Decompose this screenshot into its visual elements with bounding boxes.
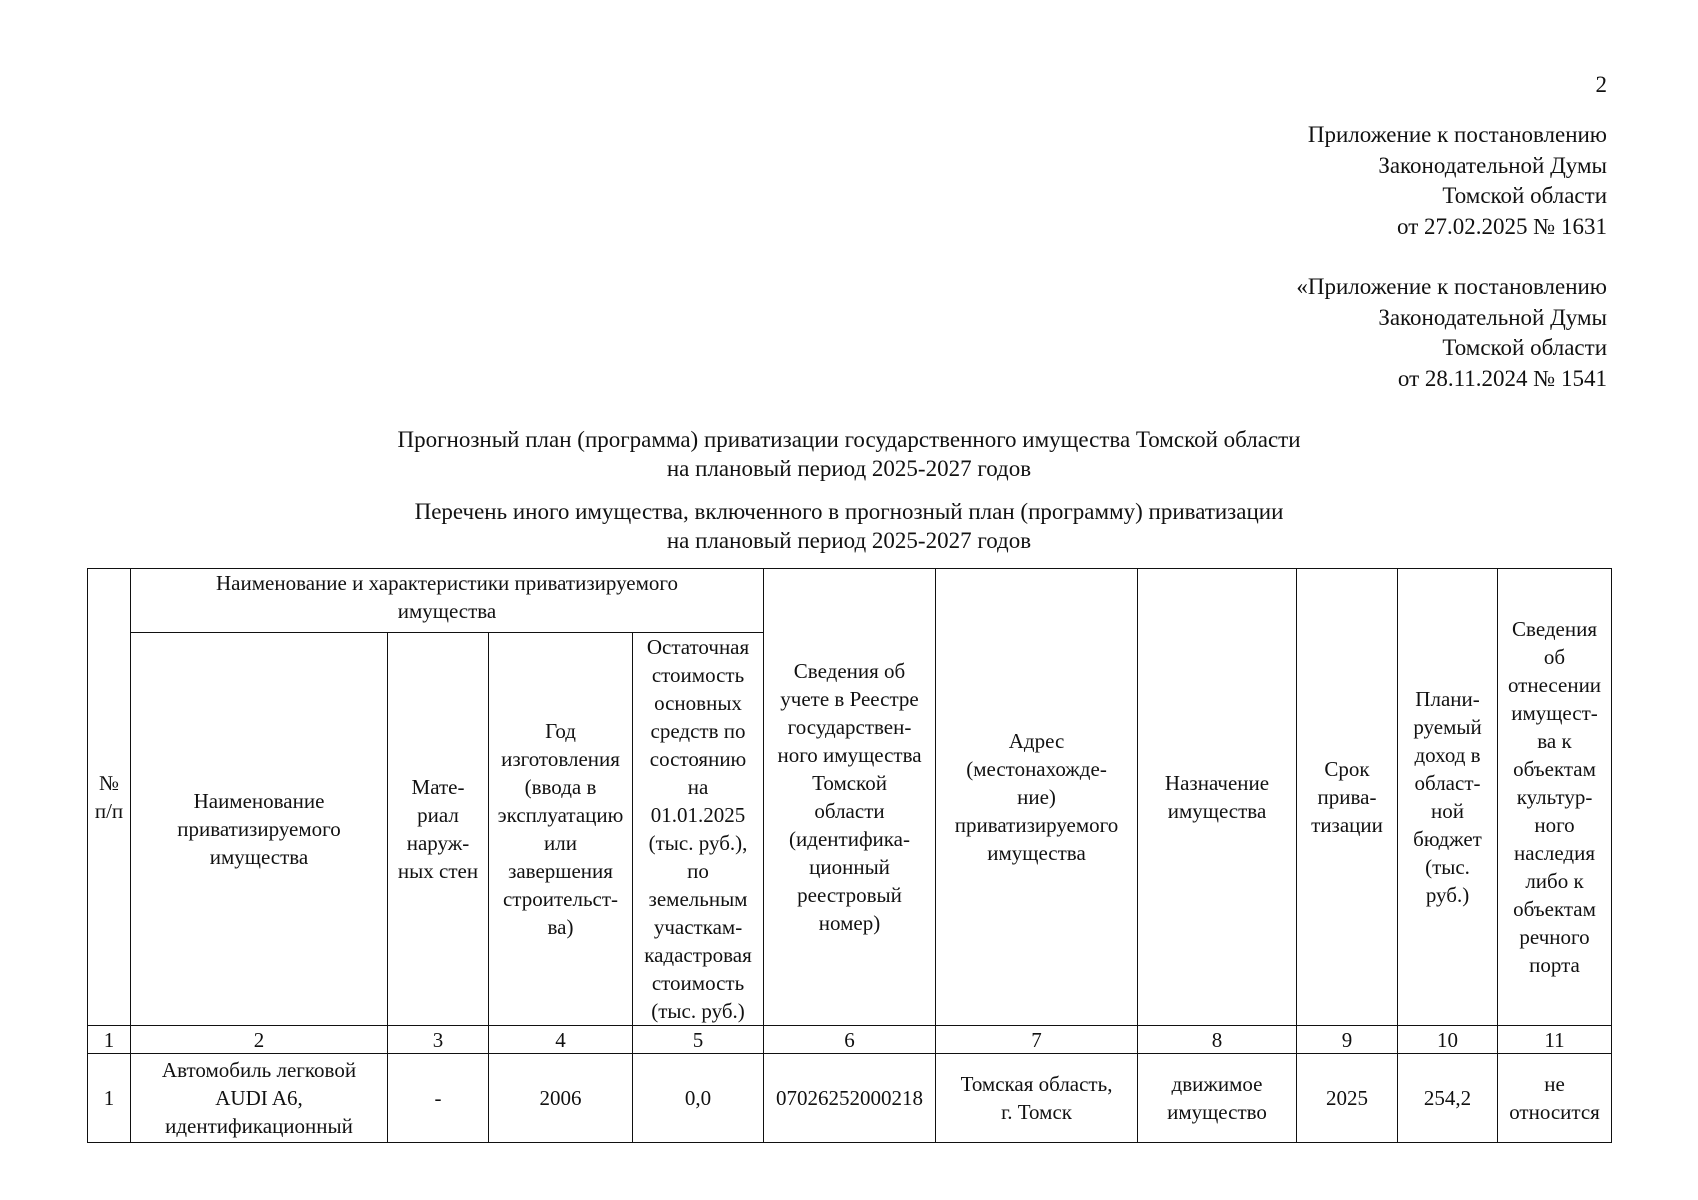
cell-income: 254,2 [1398,1054,1498,1143]
header-text: завершения [508,859,613,883]
column-number: 4 [489,1026,633,1054]
column-number: 3 [388,1026,489,1054]
header-text: учете в Реестре [780,687,919,711]
header-text: (тыс. руб.), [648,831,748,855]
appendix-current-header [1308,120,1607,242]
cell-text: не [1544,1072,1565,1096]
header-text: бюджет [1413,827,1482,851]
header-text: порта [1529,953,1580,977]
header-text: (тыс. [1425,855,1470,879]
header-text: тизации [1311,813,1383,837]
header-text: по [687,859,709,883]
header-text: речного [1519,925,1590,949]
cell-text: имущество [1167,1100,1267,1124]
header-text: имущества [1167,799,1267,823]
header-text: средств по [650,719,746,743]
header-text: област- [1414,771,1481,795]
header-text: состоянию [649,747,747,771]
cell-residual-value: 0,0 [633,1054,764,1143]
header-text: изготовления [501,747,620,771]
cell-text: идентификационный [165,1114,353,1138]
header-num [88,569,131,1026]
header-text: Срок [1324,757,1370,781]
header-text: земельным [648,887,748,911]
cell-text: движимое [1171,1072,1263,1096]
header-text: руемый [1413,715,1482,739]
header-text: ние) [1017,785,1056,809]
column-number: 10 [1398,1026,1498,1054]
cell-registry-number: 07026252000218 [764,1054,936,1143]
header-text: ва) [547,915,574,939]
cell-text: Томская область, [960,1072,1113,1096]
header-heritage [1498,569,1612,1026]
header-text: ного [1534,813,1575,837]
header-text: или [544,831,577,855]
column-number: 6 [764,1026,936,1054]
header-term [1297,569,1398,1026]
column-number: 1 [88,1026,131,1054]
list-title-line: на плановый период 2025-2027 годов [666,528,1032,553]
header-group-characteristics [131,569,764,633]
header-text: основных [654,691,742,715]
appendix-current-line: от 27.02.2025 № 1631 [1397,213,1607,239]
header-text: приватизируемого [954,813,1119,837]
plan-title [0,425,1698,483]
cell-name [131,1054,388,1143]
column-number: 7 [936,1026,1138,1054]
appendix-original-line: Томской области [1442,335,1607,360]
header-year [489,633,633,1026]
header-text: (тыс. руб.) [651,999,745,1023]
header-text: государствен- [787,715,912,739]
header-income [1398,569,1498,1026]
header-text: имущества [209,845,309,869]
cell-num: 1 [88,1054,131,1143]
cell-material: - [388,1054,489,1143]
header-text: риал [417,803,459,827]
header-text: (ввода в [524,775,597,799]
plan-title-line: на плановый период 2025-2027 годов [666,456,1032,481]
header-text: на [687,775,709,799]
cell-purpose [1138,1054,1297,1143]
header-text: Сведения об [793,659,906,683]
header-name [131,633,388,1026]
header-text: стоимость [651,663,745,687]
header-text: номер) [818,911,881,935]
header-text: (местонахожде- [966,757,1107,781]
header-text: ных стен [397,859,479,883]
header-text: руб.) [1425,883,1470,907]
header-text: ной [1431,799,1464,823]
header-text: реестровый [797,883,902,907]
header-text: стоимость [651,971,745,995]
column-number: 11 [1498,1026,1612,1054]
table-row [88,1054,1612,1143]
appendix-original-header [1296,272,1607,394]
header-text: приватизируемого [177,817,341,841]
header-text: кадастровая [644,943,752,967]
header-text: 01.01.2025 [650,803,746,827]
header-text: Плани- [1415,687,1480,711]
cell-text: г. Томск [1001,1100,1072,1124]
header-text: Остаточная [646,635,750,659]
header-text: Сведения [1512,617,1597,641]
header-text: участкам- [653,915,743,939]
header-text: эксплуатацию [497,803,624,827]
header-purpose [1138,569,1297,1026]
header-text: культур- [1516,785,1593,809]
column-number-row [88,1026,1612,1054]
column-number: 9 [1297,1026,1398,1054]
header-text: доход в [1414,743,1481,767]
list-title [0,497,1698,555]
header-text: либо к [1525,869,1584,893]
header-text: Назначение [1164,771,1270,795]
header-registry [764,569,936,1026]
header-text: наследия [1514,841,1596,865]
header-text: ва к [1537,729,1572,753]
cell-address [936,1054,1138,1143]
plan-title-line: Прогнозный план (программа) приватизации государственного имущества Томской области [397,427,1301,452]
header-text: ционный [809,855,890,879]
header-text: наруж- [406,831,470,855]
cell-heritage [1498,1054,1612,1143]
appendix-current-line: Законодательной Думы [1378,152,1607,178]
cell-text: Автомобиль легковой [161,1058,357,1082]
header-text: Томской [812,771,887,795]
header-text: отнесении [1507,673,1602,697]
header-material [388,633,489,1026]
cell-text: относится [1509,1100,1600,1124]
header-text: области [814,799,885,823]
header-text: Наименование и характеристики приватизируемого [216,571,679,595]
header-text: имущества [397,599,497,623]
column-number: 8 [1138,1026,1297,1054]
header-text: Год [545,719,576,743]
appendix-original-line: «Приложение к постановлению [1296,274,1607,299]
table-header-row [88,569,1612,633]
header-text: Мате- [411,775,465,799]
column-number: 5 [633,1026,764,1054]
header-residual-value [633,633,764,1026]
cell-text: AUDI A6, [215,1086,303,1110]
appendix-original-line: от 28.11.2024 № 1541 [1397,365,1607,391]
page-number: 2 [1595,72,1607,97]
header-text: Наименование [193,789,325,813]
header-text: имущест- [1511,701,1598,725]
header-text: объектам [1513,897,1596,921]
appendix-original-line: Законодательной Думы [1378,304,1607,330]
cell-term: 2025 [1297,1054,1398,1143]
header-text: ного имущества [777,743,922,767]
header-text: имущества [987,841,1086,865]
header-text: п/п [94,799,124,823]
column-number: 2 [131,1026,388,1054]
cell-year: 2006 [489,1054,633,1143]
header-text: строительст- [502,887,619,911]
appendix-current-line: Приложение к постановлению [1307,122,1607,147]
header-text: (идентифика- [789,827,910,851]
header-text: Адрес [1008,729,1065,753]
privatization-table [87,568,1612,1143]
header-text: прива- [1317,785,1377,809]
header-text: № [98,771,120,795]
header-text: объектам [1513,757,1596,781]
list-title-line: Перечень иного имущества, включенного в прогнозный план (программу) приватизации [414,499,1284,524]
header-text: об [1543,645,1566,669]
appendix-current-line: Томской области [1442,183,1607,208]
header-address [936,569,1138,1026]
